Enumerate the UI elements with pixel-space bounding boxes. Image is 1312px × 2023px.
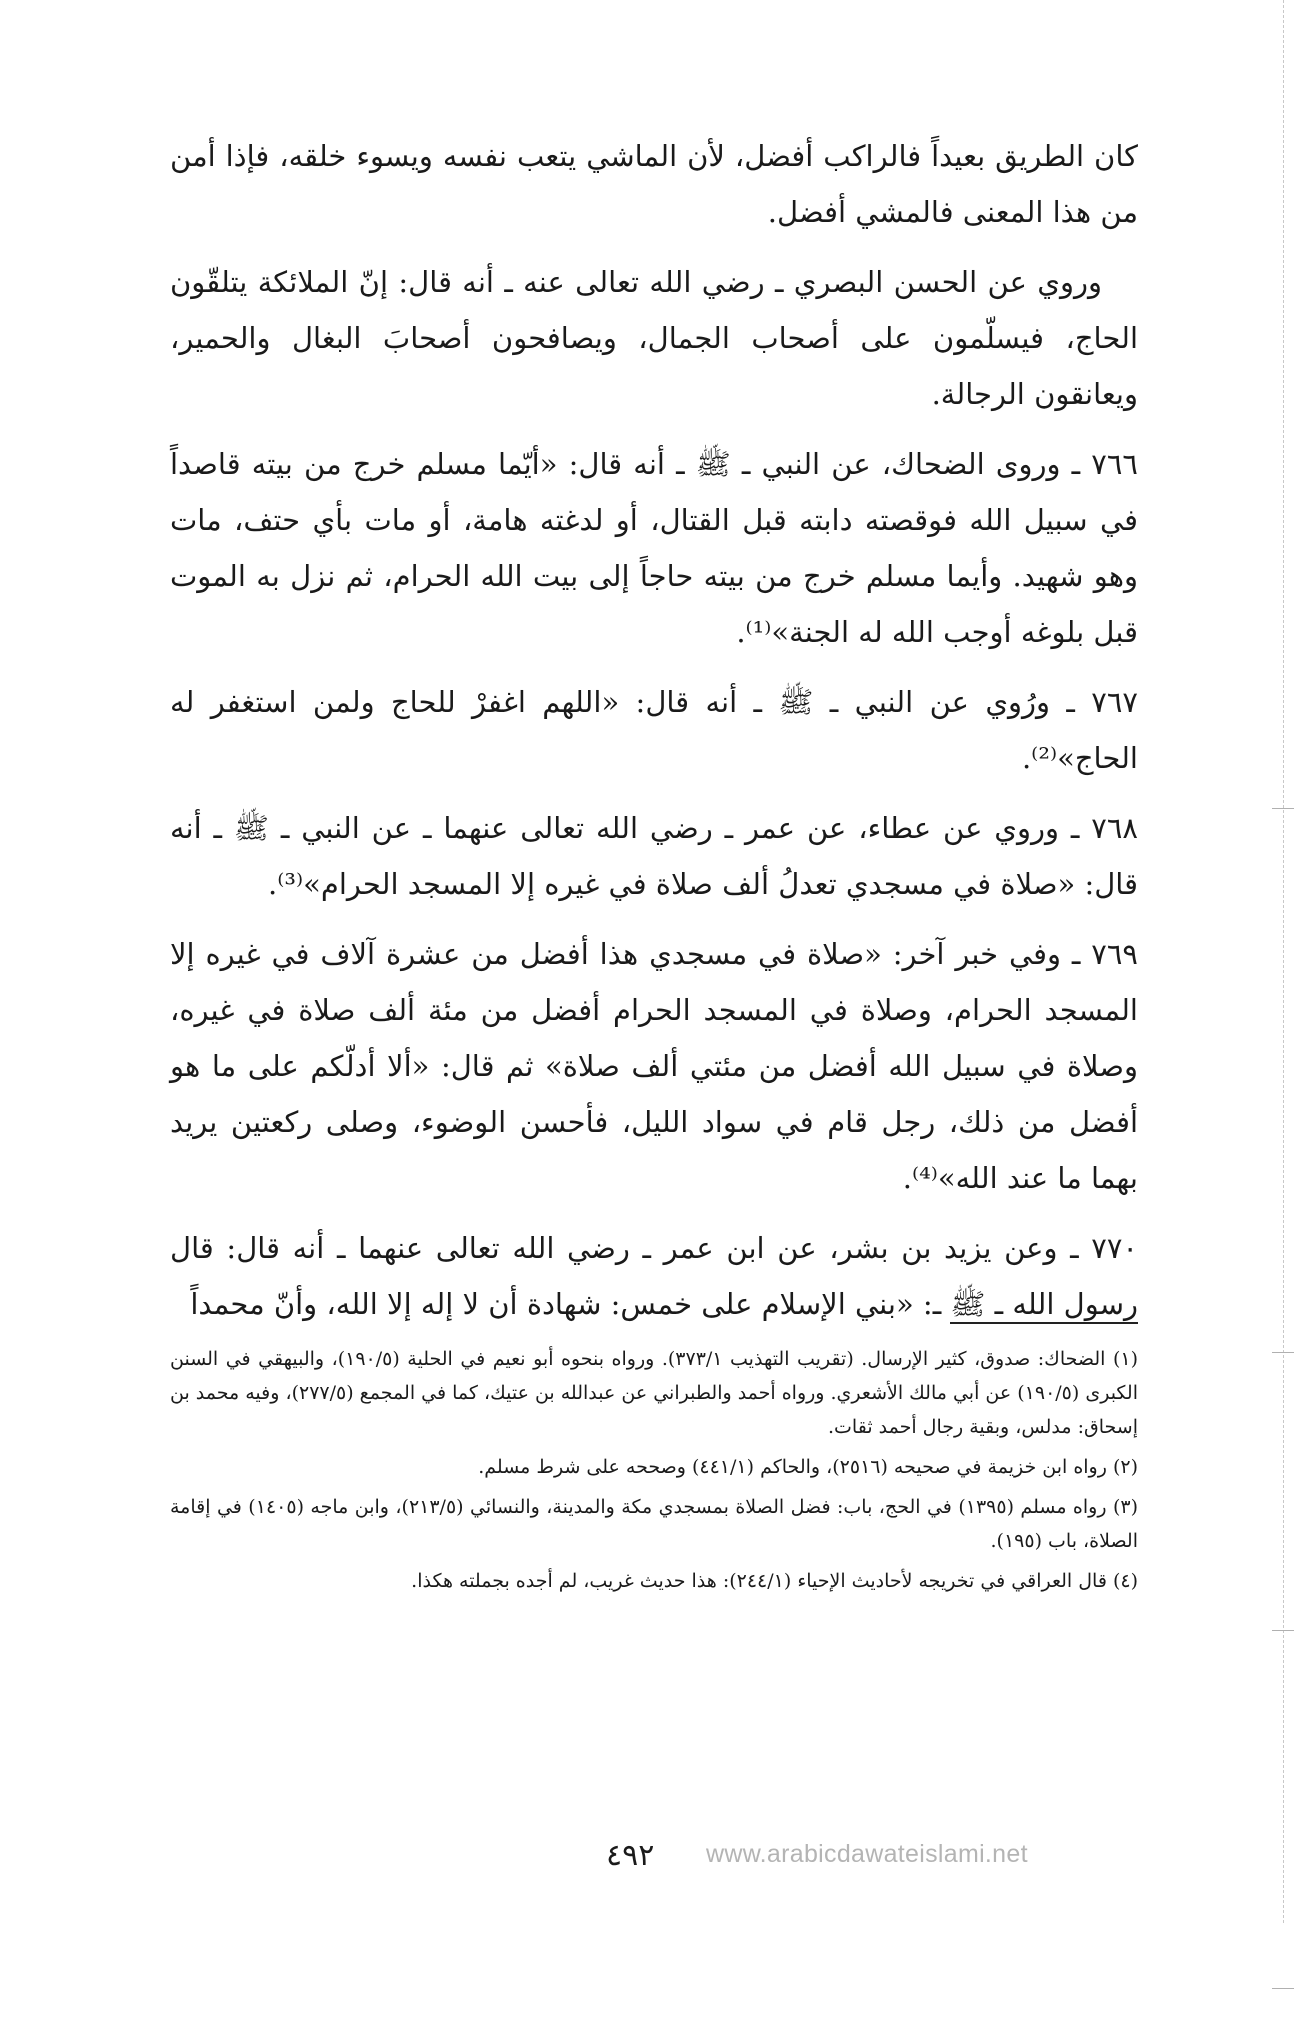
footnote: (٤) قال العراقي في تخريجه لأحاديث الإحياء (٢٤٤/١): هذا حديث غريب، لم أجده بجملته هكذا. [411, 1570, 1138, 1592]
paragraph: ٧٧٠ ـ وعن يزيد بن بشر، عن ابن عمر ـ رضي الله تعالى عنهما ـ أنه قال: قال رسول الله ـ ﷺ ـ: «بني الإسلام على خمس: شهادة أن لا إله إلا الله، وأنّ محمداً [170, 1231, 1138, 1321]
paragraph: وروي عن الحسن البصري ـ رضي الله تعالى عنه ـ أنه قال: إنّ الملائكة يتلقّون الحاج، فيسلّمون على أصحاب الجمال، ويصافحون أصحابَ البغال والحمير، ويعانقون الرجالة. [170, 265, 1138, 411]
footnotes [170, 1342, 1138, 1604]
watermark-url: www.arabicdawateislami.net [706, 1840, 1028, 1868]
footnote: (٣) رواه مسلم (١٣٩٥) في الحج، باب: فضل الصلاة بمسجدي مكة والمدينة، والنسائي (٢١٣/٥)، وابن ماجه (١٤٠٥) في إقامة الصلاة، باب (١٩٥). [170, 1496, 1139, 1552]
paragraph: ٧٦٨ ـ وروي عن عطاء، عن عمر ـ رضي الله تعالى عنهما ـ عن النبي ـ ﷺ ـ أنه قال: «صلاة في مسجدي تعدلُ ألف صلاة في غيره إلا المسجد الحرام»⁽³⁾. [170, 811, 1138, 901]
edge-tick [1272, 1988, 1294, 1989]
paragraph: ٧٦٩ ـ وفي خبر آخر: «صلاة في مسجدي هذا أفضل من عشرة آلاف في غيره إلا المسجد الحرام، وصلاة في المسجد الحرام أفضل من مئة ألف صلاة في غيره، وصلاة في سبيل الله أفضل من مئتي ألف صلاة» ثم قال: «ألا أدلّكم على ما هو أفضل من ذلك، رجل قام في سواد الليل، فأحسن الوضوء، وصلى ركعتين يريد بهما ما عند الله»⁽⁴⁾. [170, 937, 1138, 1195]
paragraph: ٧٦٧ ـ ورُوي عن النبي ـ ﷺ ـ أنه قال: «اللهم اغفرْ للحاج ولمن استغفر له الحاج»⁽²⁾. [170, 685, 1138, 775]
edge-tick [1272, 1352, 1294, 1353]
footnote: (٢) رواه ابن خزيمة في صحيحه (٢٥١٦)، والحاكم (٤٤١/١) وصححه على شرط مسلم. [478, 1456, 1138, 1478]
edge-tick [1272, 1630, 1294, 1631]
page-edge-line [1283, 0, 1284, 1923]
main-body-text [170, 128, 1138, 1346]
paragraph: ٧٦٦ ـ وروى الضحاك، عن النبي ـ ﷺ ـ أنه قال: «أيّما مسلم خرج من بيته قاصداً في سبيل الله فوقصته دابته قبل القتال، أو لدغته هامة، أو مات بأي حتف، مات وهو شهيد. وأيما مسلم خرج من بيته حاجاً إلى بيت الله الحرام، ثم نزل به الموت قبل بلوغه أوجب الله له الجنة»⁽¹⁾. [170, 447, 1138, 649]
edge-tick [1272, 808, 1294, 809]
paragraph: كان الطريق بعيداً فالراكب أفضل، لأن الماشي يتعب نفسه ويسوء خلقه، فإذا أمن من هذا المعنى فالمشي أفضل. [170, 139, 1138, 229]
footnote-separator [950, 1322, 1138, 1324]
page-number: ٤٩٢ [606, 1838, 655, 1873]
footnote: (١) الضحاك: صدوق، كثير الإرسال. (تقريب التهذيب ٣٧٣/١). ورواه بنحوه أبو نعيم في الحلية (١٩٠/٥)، والبيهقي في السنن الكبرى (١٩٠/٥) عن أبي مالك الأشعري. ورواه أحمد والطبراني عن عبدالله بن عتيك، كما في المجمع (٢٧٧/٥)، وفيه محمد بن إسحاق: مدلس، وبقية رجال أحمد ثقات. [170, 1348, 1138, 1438]
